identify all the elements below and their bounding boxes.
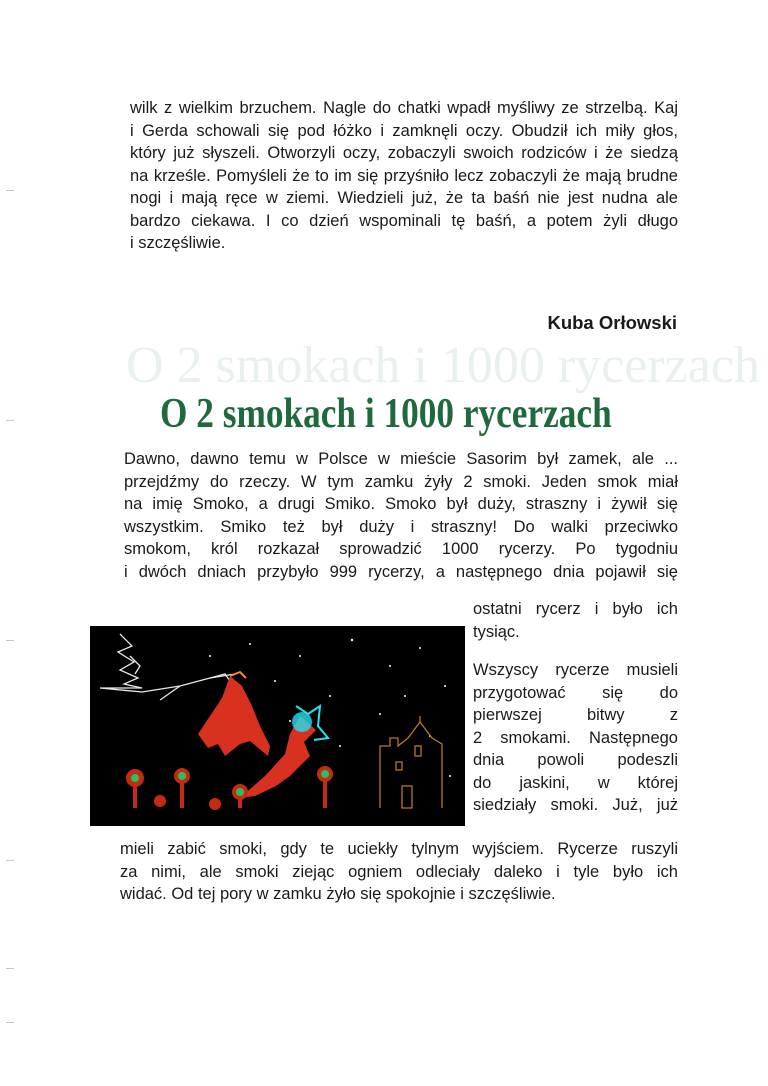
text-line: pierwszej bitwy z (473, 706, 678, 724)
text-line: ostatni rycerz i było ich (473, 600, 678, 618)
margin-tick (6, 190, 14, 191)
text-line: który już słyszeli. Otworzyli oczy, zobaczyli swoich rodziców i że siedzą (130, 144, 678, 162)
text-line: przejdźmy do rzeczy. W tym zamku żyły 2 smoki. Jeden smok miał (124, 472, 678, 491)
author-name: Kuba Orłowski (547, 312, 677, 333)
story-paragraph (124, 448, 678, 583)
text-line: i dwóch dniach przybyło 999 rycerzy, a następnego dnia pojawił się (124, 562, 678, 581)
text-line: wilk z wielkim brzuchem. Nagle do chatki wpadł myśliwy ze strzelbą. Kaj (130, 99, 678, 117)
text-line: widać. Od tej pory w zamku żyło się spokojnie i szczęśliwie. (120, 885, 556, 903)
text-line: przygotować się do (473, 683, 678, 702)
text-line: na krześle. Pomyśleli że to im się przyśniło lecz zobaczyli że mają brudne (130, 166, 678, 185)
story-paragraph-side (473, 659, 678, 817)
margin-tick (6, 640, 14, 641)
story-title: O 2 smokach i 1000 rycerzach (160, 391, 612, 437)
dragon-illustration (90, 626, 465, 826)
margin-tick (6, 1022, 14, 1023)
story-paragraph-side (473, 598, 678, 643)
text-line: 2 smokami. Następnego (473, 728, 678, 747)
title-watermark: O 2 smokach i 1000 rycerzach (126, 337, 760, 394)
story-paragraph (120, 838, 678, 906)
text-line: smokom, król rozkazał sprowadzić 1000 rycerzy. Po tygodniu (124, 540, 678, 558)
text-line: mieli zabić smoki, gdy te uciekły tylnym wyjściem. Rycerze ruszyli (120, 840, 678, 858)
margin-tick (6, 420, 14, 421)
night-scene-drawing (90, 626, 465, 826)
text-line: wszystkim. Smiko też był duży i straszny! Do walki przeciwko (124, 517, 678, 536)
text-line: do jaskini, w której (473, 773, 678, 792)
text-line: bardzo ciekawa. I co dzień wspominali tę baśń, a potem żyli długo (130, 211, 678, 230)
story-tail-paragraph (130, 97, 678, 255)
text-line: dnia powoli podeszli (473, 751, 678, 769)
text-line: nogi i mają ręce w ziemi. Wiedzieli już, że ta baśń nie jest nudna ale (130, 189, 678, 207)
margin-tick (6, 860, 14, 861)
text-line: siedziały smoki. Już, już (473, 796, 678, 814)
text-line: tysiąc. (473, 622, 520, 641)
text-line: Dawno, dawno temu w Polsce w mieście Sasorim był zamek, ale ... (124, 450, 678, 468)
text-line: i szczęśliwie. (130, 234, 226, 252)
text-line: i Gerda schowali się pod łóżko i zamknęli oczy. Obudził ich miły głos, (130, 121, 678, 140)
text-line: na imię Smoko, a drugi Smiko. Smoko był duży, straszny i żywił się (124, 495, 678, 513)
margin-tick (6, 968, 14, 969)
text-line: za nimi, ale smoki ziejąc ogniem odleciały daleko i tyle było ich (120, 862, 678, 881)
text-line: Wszyscy rycerze musieli (473, 661, 678, 679)
